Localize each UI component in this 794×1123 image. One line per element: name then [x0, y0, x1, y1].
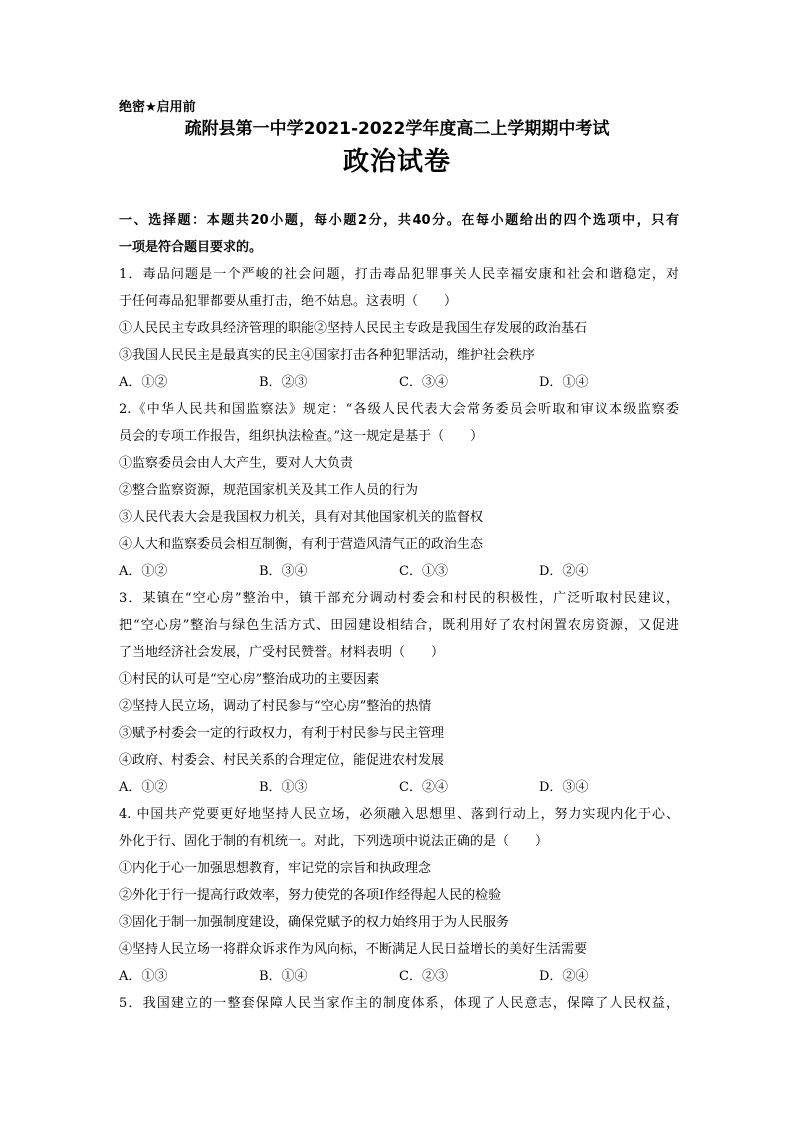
question-item: ①村民的认可是“空心房”整治成功的主要因素 — [119, 672, 380, 687]
question-item: ④坚持人民立场一将群众诉求作为风向标，不断满足人民日益增长的美好生活需要 — [119, 942, 588, 957]
question-stem: 2.《中华人民共和国监察法》规定：“各级人民代表大会常务委员会听取和审议本级监察委 — [119, 402, 679, 417]
option-d: D．②④ — [539, 564, 589, 579]
option-b: B．①③ — [259, 780, 308, 795]
question-item: ③我国人民民主是最真实的民主④国家打击各种犯罪活动，维护社会秩序 — [119, 348, 536, 363]
option-c: C．②③ — [399, 969, 448, 984]
question-stem: 4. 中国共产党要更好地坚持人民立场，必须融入思想里、落到行动上，努力实现内化于心、 — [119, 807, 679, 822]
question-item: ③人民代表大会是我国权力机关，具有对其他国家机关的监督权 — [119, 510, 484, 525]
question-stem: 了当地经济社会发展，广受村民赞誉。材料表明（ ） — [119, 645, 445, 660]
option-d: D．①④ — [539, 375, 589, 390]
option-d: D．③④ — [539, 780, 589, 795]
answer-options — [119, 558, 679, 585]
question-stem: 于任何毒品犯罪都要从重打击，绝不姑息。这表明（ ） — [119, 294, 458, 309]
answer-options — [119, 963, 679, 990]
option-c: C．②④ — [399, 780, 448, 795]
question-1 — [119, 261, 679, 396]
question-4 — [119, 801, 679, 990]
question-item: ④人大和监察委员会相互制衡，有利于营造风清气正的政治生态 — [119, 537, 484, 552]
option-a: A．①② — [119, 780, 168, 795]
question-3 — [119, 585, 679, 801]
question-5 — [119, 990, 679, 1017]
section-instruction-cont: 一项是符合题目要求的。 — [119, 240, 263, 255]
section-instruction: 一、选择题：本题共20小题，每小题2分，共40分。在每小题给出的四个选项中，只有 — [119, 213, 679, 228]
question-item: ①监察委员会由人大产生，要对人大负责 — [119, 456, 354, 471]
option-a: A．①③ — [119, 969, 168, 984]
exam-subtitle: 政治试卷 — [342, 147, 451, 177]
question-item: ④政府、村委会、村民关系的合理定位，能促进农村发展 — [119, 753, 445, 768]
question-item: ②坚持人民立场，调动了村民参与“空心房”整治的热情 — [119, 699, 432, 714]
question-stem: 把“空心房”整治与绿色生活方式、田园建设相结合，既利用好了农村闲置农房资源，又促进 — [119, 618, 679, 633]
question-2 — [119, 396, 679, 585]
option-c: C．①③ — [399, 564, 448, 579]
option-c: C．③④ — [399, 375, 448, 390]
question-item: ②整合监察资源，规范国家机关及其工作人员的行为 — [119, 483, 419, 498]
question-stem: 外化于行、固化于制的有机统一。对此，下列选项中说法正确的是（ ） — [119, 834, 549, 849]
confidential-mark: 绝密★启用前 — [119, 100, 196, 115]
question-stem: 3．某镇在“空心房”整治中，镇干部充分调动村委会和村民的积极性，广泛听取村民建议， — [119, 591, 679, 606]
exam-title: 疏附县第一中学2021-2022学年度高二上学期期中考试 — [184, 119, 610, 139]
option-b: B．②③ — [259, 375, 308, 390]
question-stem: 1．毒品问题是一个严峻的社会问题，打击毒品犯罪事关人民幸福安康和社会和谐稳定，对 — [119, 267, 679, 282]
question-item: ①人民民主专政具经济管理的职能②坚持人民民主专政是我国生存发展的政治基石 — [119, 321, 588, 336]
option-b: B．①④ — [259, 969, 308, 984]
answer-options — [119, 369, 679, 396]
exam-body — [119, 207, 679, 1017]
option-a: A．①② — [119, 564, 168, 579]
question-item: ③固化于制一加强制度建设，确保党赋予的权力始终用于为人民服务 — [119, 915, 510, 930]
answer-options — [119, 774, 679, 801]
option-d: D．②④ — [539, 969, 589, 984]
question-item: ③赋予村委会一定的行政权力，有利于村民参与民主管理 — [119, 726, 445, 741]
question-item: ①内化于心一加强思想教育，牢记党的宗旨和执政理念 — [119, 861, 432, 876]
question-stem: 5．我国建立的一整套保障人民当家作主的制度体系，体现了人民意志，保障了人民权益， — [119, 996, 679, 1011]
option-b: B．③④ — [259, 564, 308, 579]
option-a: A．①② — [119, 375, 168, 390]
question-item: ②外化于行一提高行政效率，努力使党的各项Ⅰ作经得起人民的检验 — [119, 888, 502, 903]
question-stem: 员会的专项工作报告，组织执法检查。”这一规定是基于（ ） — [119, 429, 484, 444]
